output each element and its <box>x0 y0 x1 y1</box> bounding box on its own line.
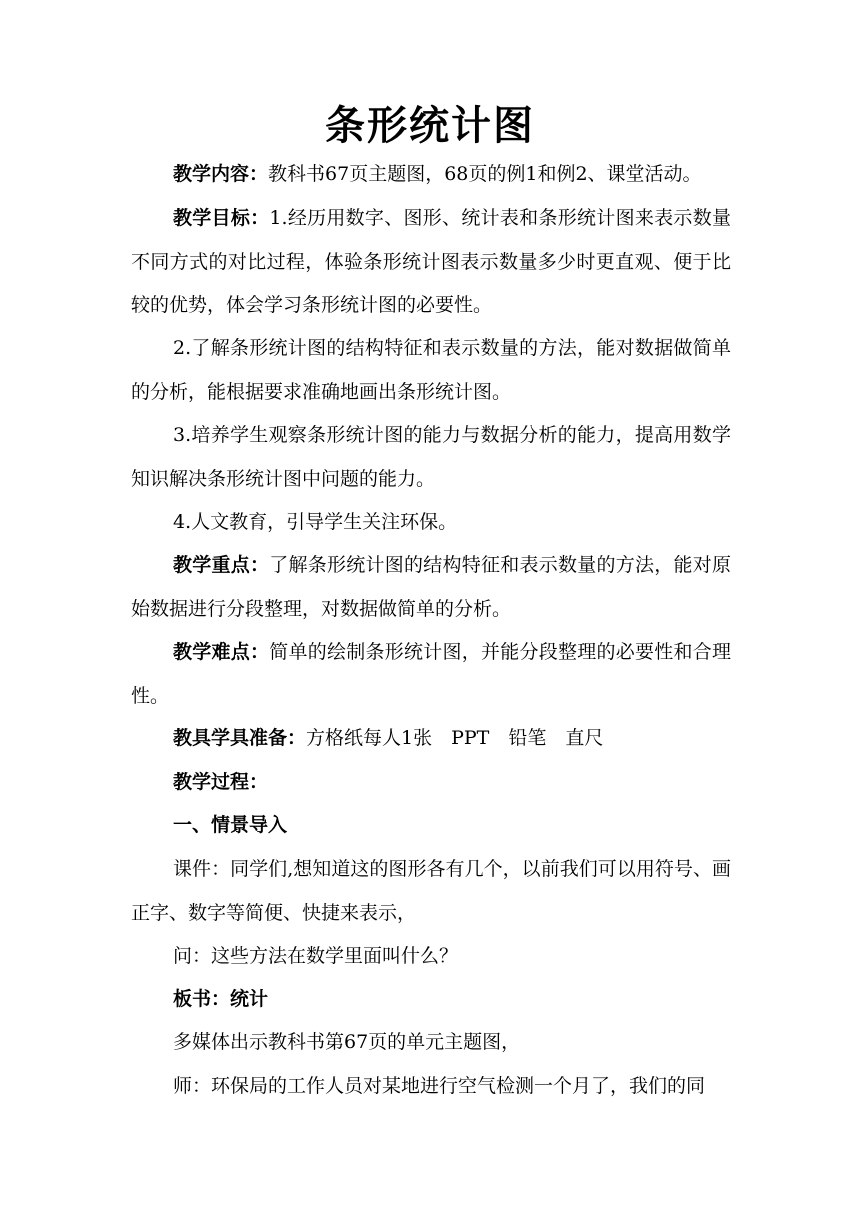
page-title: 条形统计图 <box>325 102 535 149</box>
objective-2-paragraph: 2.了解条形统计图的结构特征和表示数量的方法，能对数据做简单的分析，能根据要求准确地画出条形统计图。 <box>131 337 731 403</box>
process-label: 教学过程： <box>173 771 269 793</box>
section-1-paragraph-2: 问：这些方法在数学里面叫什么？ <box>173 945 459 967</box>
objective-3-paragraph: 3.培养学生观察条形统计图的能力与数据分析的能力，提高用数学知识解决条形统计图中问题的能力。 <box>131 424 731 490</box>
key-point-text: 了解条形统计图的结构特征和表示数量的方法，能对原始数据进行分段整理，对数据做简单的分析。 <box>131 554 731 620</box>
objectives-label: 教学目标： <box>173 207 270 229</box>
blackboard-note: 板书：统计 <box>173 988 269 1010</box>
section-1-paragraph-4: 师：环保局的工作人员对某地进行空气检测一个月了，我们的同 <box>173 1075 706 1097</box>
section-1-paragraph-3: 多媒体出示教科书第67页的单元主题图， <box>173 1031 521 1053</box>
objective-1-paragraph <box>131 197 731 328</box>
section-1-heading: 一、情景导入 <box>173 814 288 836</box>
tools-text: 方格纸每人1张 PPT 铅笔 直尺 <box>306 727 604 749</box>
difficulty-text: 简单的绘制条形统计图，并能分段整理的必要性和合理性。 <box>131 641 731 707</box>
teaching-content-text: 教科书67页主题图，68页的例1和例2、课堂活动。 <box>268 163 702 185</box>
difficulty-paragraph <box>131 631 731 718</box>
section-1-paragraph-1: 课件：同学们,想知道这的图形各有几个，以前我们可以用符号、画正字、数字等简便、快捷来表示， <box>131 858 731 924</box>
teaching-content-label: 教学内容： <box>173 163 269 185</box>
objective-1-text: 1.经历用数字、图形、统计表和条形统计图来表示数量不同方式的对比过程，体验条形统计图表示数量多少时更直观、便于比较的优势，体会学习条形统计图的必要性。 <box>131 207 731 316</box>
tools-paragraph <box>131 717 731 761</box>
key-point-paragraph <box>131 544 731 631</box>
teaching-content-paragraph <box>131 153 731 197</box>
process-paragraph <box>131 761 731 805</box>
key-point-label: 教学重点： <box>173 554 270 576</box>
objective-4-paragraph: 4.人文教育，引导学生关注环保。 <box>173 511 458 533</box>
difficulty-label: 教学难点： <box>173 641 270 663</box>
tools-label: 教具学具准备： <box>173 727 307 749</box>
